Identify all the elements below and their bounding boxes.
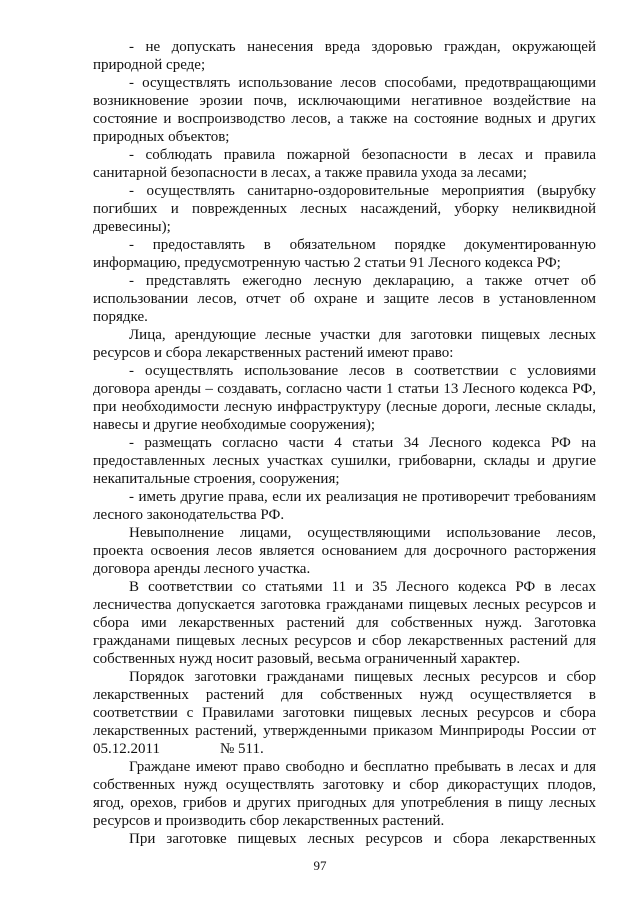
- paragraph: - соблюдать правила пожарной безопасности в лесах и правила санитарной безопасности в лесах, а также правила ухода за лесами;: [93, 147, 596, 181]
- paragraph: Граждане имеют право свободно и бесплатно пребывать в лесах и для собственных нужд осуществлять заготовку и сбор дикорастущих плодов, ягод, орехов, грибов и других пригодных для употребления в пищу лесных ресурсов и производить сбор лекарственных растений.: [93, 759, 596, 829]
- paragraph: В соответствии со статьями 11 и 35 Лесного кодекса РФ в лесах лесничества допускается заготовка гражданами пищевых лесных ресурсов и сбора ими лекарственных растений для собственных нужд. Заготовка гражданами пищевых лесных ресурсов и сбор лекарственных растений для собственных нужд носит разовый, весьма ограниченный характер.: [93, 579, 596, 667]
- paragraph: - иметь другие права, если их реализация не противоречит требованиям лесного законодательства РФ.: [93, 489, 596, 523]
- paragraph: - предоставлять в обязательном порядке документированную информацию, предусмотренную частью 2 статьи 91 Лесного кодекса РФ;: [93, 237, 596, 271]
- paragraph: - осуществлять санитарно-оздоровительные мероприятия (вырубку погибших и поврежденных лесных насаждений, уборку неликвидной древесины);: [93, 183, 596, 235]
- paragraph: - осуществлять использование лесов в соответствии с условиями договора аренды – создавать, согласно части 1 статьи 13 Лесного кодекса РФ, при необходимости лесную инфраструктуру (лесные дороги, лесные склады, навесы и другие необходимые сооружения);: [93, 363, 596, 433]
- paragraph: Лица, арендующие лесные участки для заготовки пищевых лесных ресурсов и сбора лекарственных растений имеют право:: [93, 327, 596, 361]
- document-body: [93, 38, 600, 848]
- paragraph: - осуществлять использование лесов способами, предотвращающими возникновение эрозии почв, исключающими негативное воздействие на состояние и воспроизводство лесов, а также на состояние водных и других природных объектов;: [93, 75, 596, 145]
- paragraph: Невыполнение лицами, осуществляющими использование лесов, проекта освоения лесов является основанием для досрочного расторжения договора аренды лесного участка.: [93, 525, 596, 577]
- paragraph-last: При заготовке пищевых лесных ресурсов и сбора лекарственных: [129, 831, 596, 847]
- paragraph: - не допускать нанесения вреда здоровью граждан, окружающей природной среде;: [93, 39, 596, 73]
- paragraph: Порядок заготовки гражданами пищевых лесных ресурсов и сбор лекарственных растений для собственных нужд осуществляется в соответствии с Правилами заготовки пищевых лесных ресурсов и сбора лекарственных растений, утвержденными приказом Минприроды России от 05.12.2011 № 511.: [93, 669, 600, 757]
- paragraph: - размещать согласно части 4 статьи 34 Лесного кодекса РФ на предоставленных лесных участках сушилки, грибоварни, склады и другие некапитальные строения, сооружения;: [93, 435, 596, 487]
- page-number: 97: [313, 858, 327, 873]
- paragraph: - представлять ежегодно лесную декларацию, а также отчет об использовании лесов, отчет об охране и защите лесов в установленном порядке.: [93, 273, 596, 325]
